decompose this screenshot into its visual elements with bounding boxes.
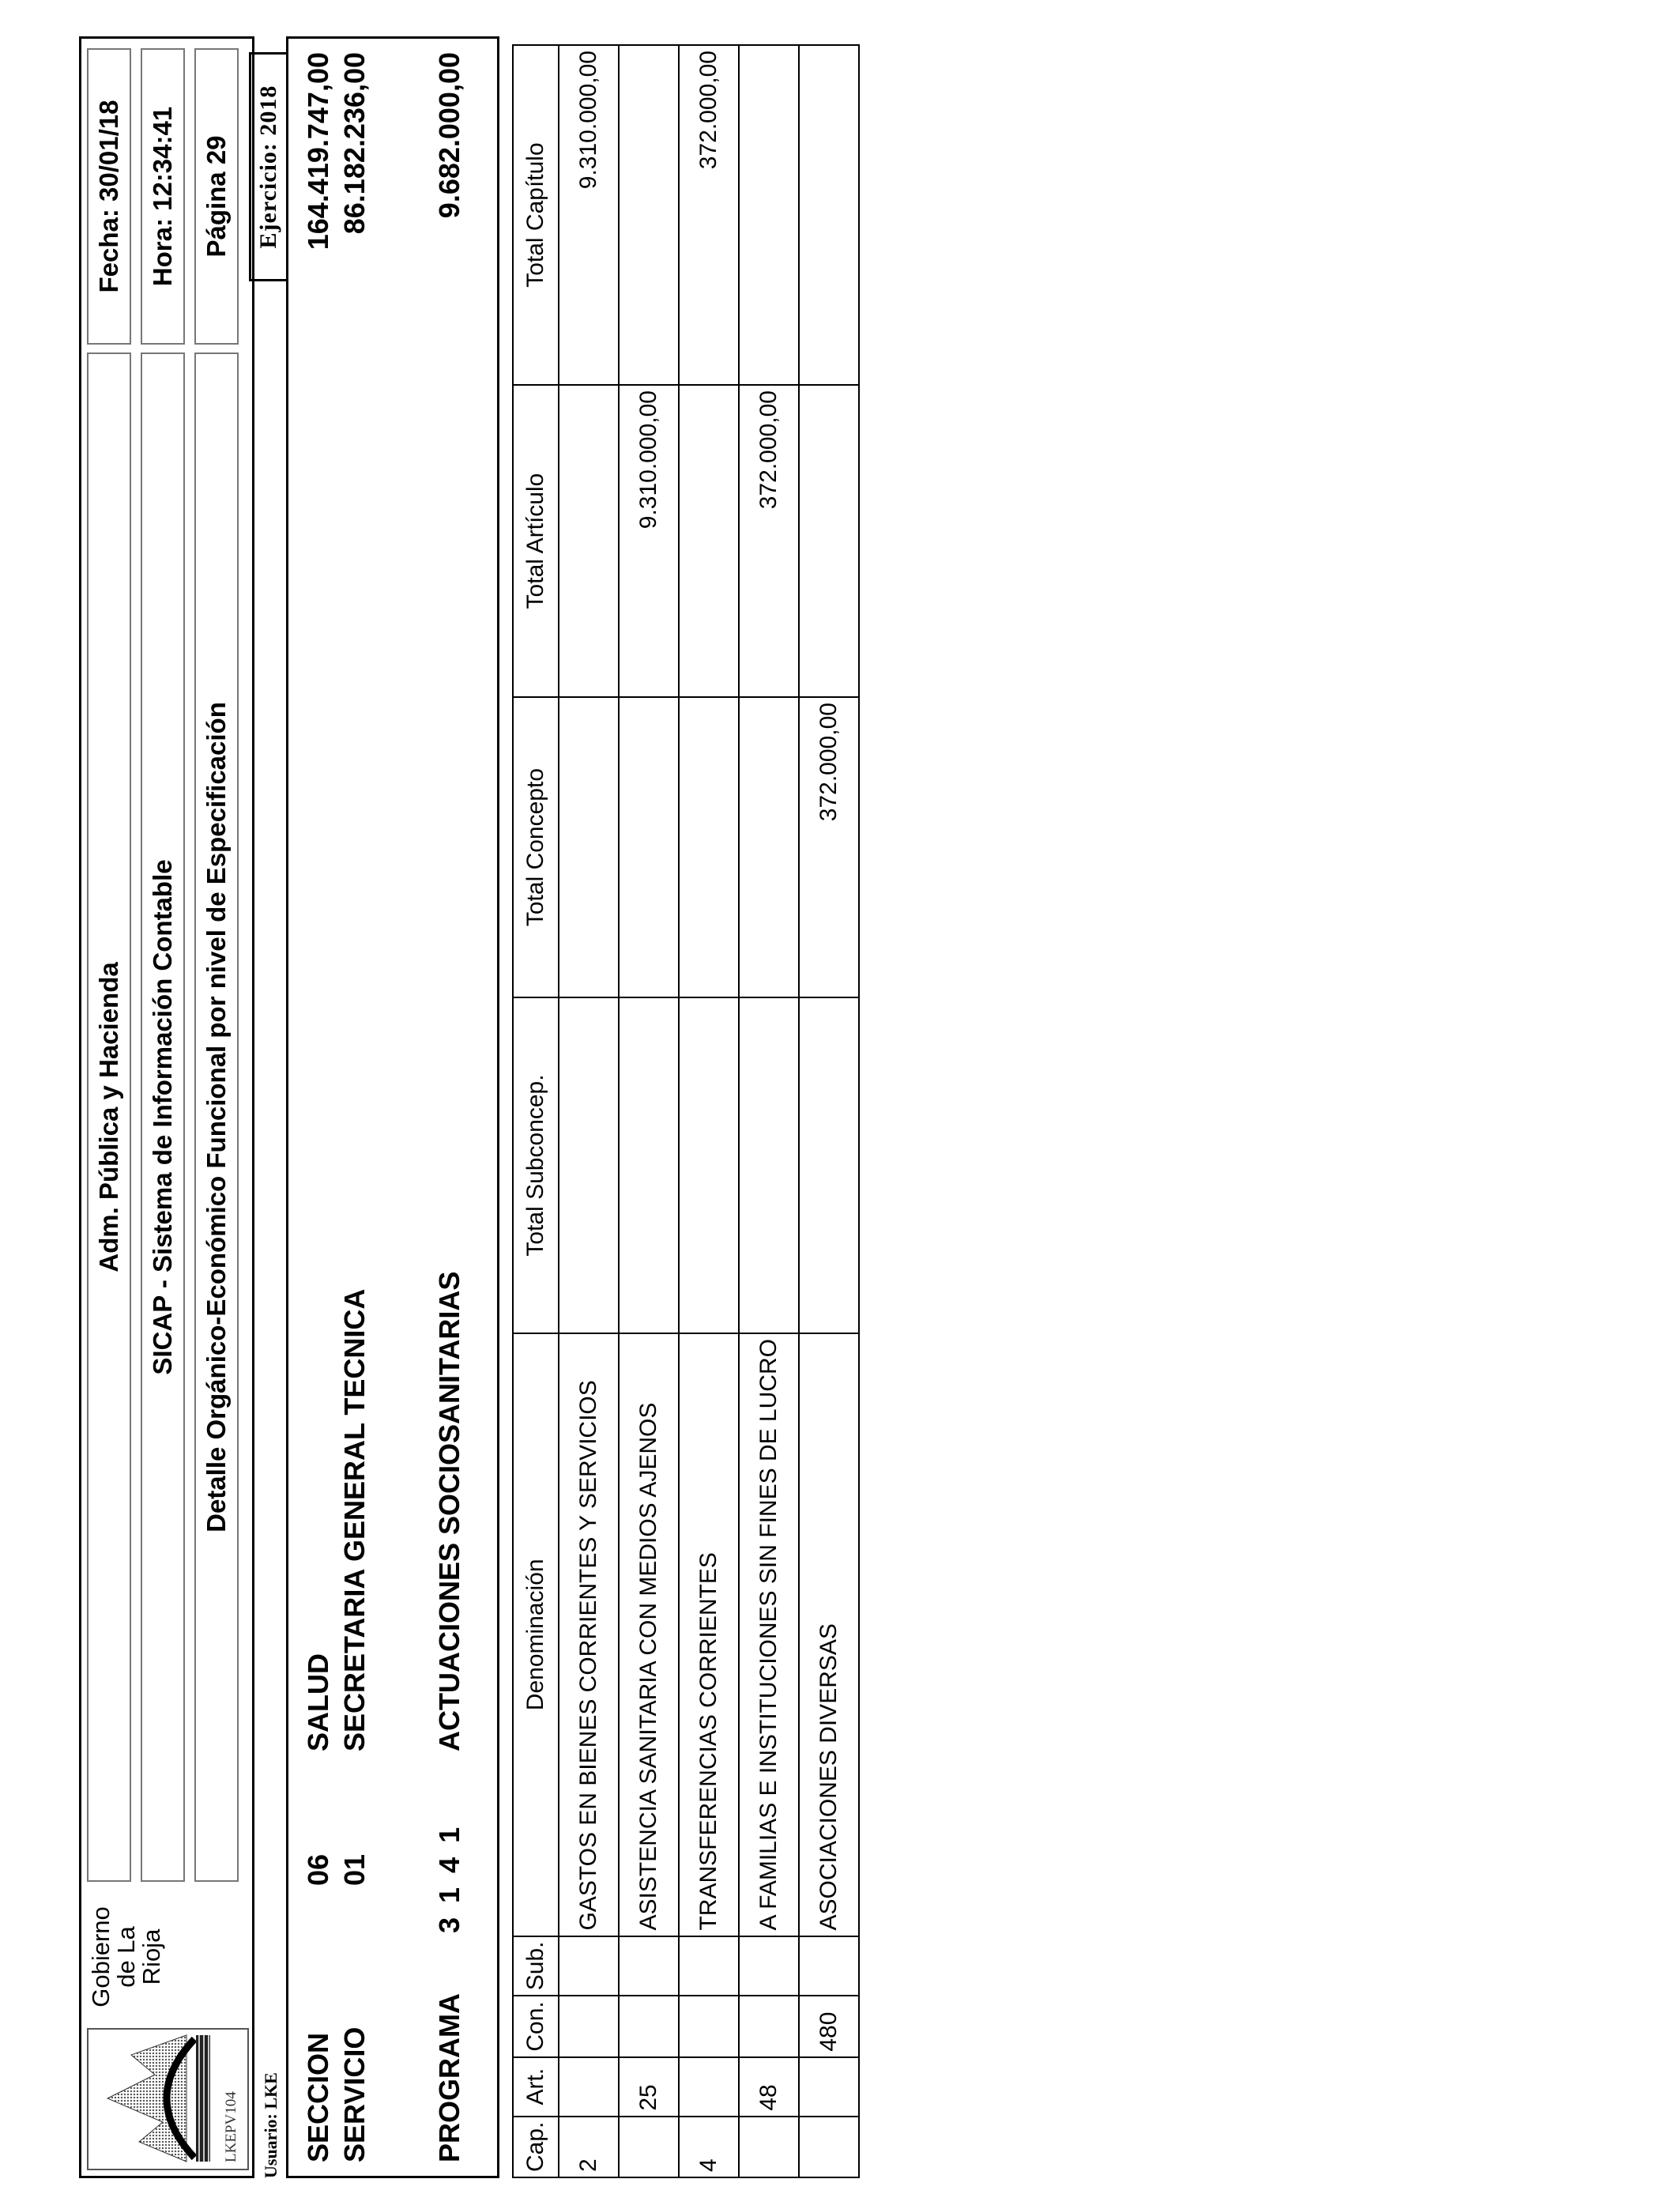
cell-total-concepto [559, 697, 619, 997]
report-time: Hora: 12:34:41 [141, 48, 185, 345]
table-row [559, 45, 619, 2177]
cell-total-capitulo [619, 45, 679, 385]
cell-art [679, 2057, 739, 2117]
header-title-3: Detalle Orgánico-Económico Funcional por nivel de Especificación [194, 352, 239, 1882]
programa-amount: 9.682.000,00 [433, 52, 465, 219]
cell-total-articulo [679, 385, 739, 697]
seccion-label: SECCION [302, 2032, 334, 2162]
logo-cell [87, 2028, 249, 2170]
cell-total-concepto [679, 697, 739, 997]
cell-total-concepto [619, 697, 679, 997]
cell-total-capitulo: 372.000,00 [679, 45, 739, 385]
cell-con [619, 1996, 679, 2056]
col-total-subconcepto-header: Total Subconcep. [513, 997, 559, 1333]
cell-total-concepto: 372.000,00 [799, 697, 859, 997]
cell-total-capitulo [739, 45, 799, 385]
cell-sub [679, 1936, 739, 1996]
cell-sub [799, 1936, 859, 1996]
table-row [739, 45, 799, 2177]
cell-total-articulo: 372.000,00 [739, 385, 799, 697]
budget-detail-table [512, 44, 860, 2178]
cell-total-concepto [739, 697, 799, 997]
col-con-header: Con. [513, 1996, 559, 2056]
cell-con [559, 1996, 619, 2056]
col-total-capitulo-header: Total Capítulo [513, 45, 559, 385]
servicio-label: SERVICIO [338, 2026, 371, 2162]
cell-denominacion: TRANSFERENCIAS CORRIENTES [679, 1333, 739, 1936]
cell-con [679, 1996, 739, 2056]
government-logo-icon [92, 2031, 226, 2166]
servicio-name: SECRETARIA GENERAL TECNICA [338, 1288, 371, 1751]
cell-total-subconcepto [619, 997, 679, 1333]
cell-art: 48 [739, 2057, 799, 2117]
cell-cap [739, 2117, 799, 2177]
cell-denominacion: ASISTENCIA SANITARIA CON MEDIOS AJENOS [619, 1333, 679, 1936]
seccion-code: 06 [302, 1853, 334, 1886]
table-row [619, 45, 679, 2177]
header-title-2: SICAP - Sistema de Información Contable [141, 352, 185, 1882]
col-total-articulo-header: Total Artículo [513, 385, 559, 697]
col-cap-header: Cap. [513, 2117, 559, 2177]
programa-code: 3 1 4 1 [433, 1823, 465, 1933]
cell-cap: 2 [559, 2117, 619, 2177]
programa-label: PROGRAMA [433, 1993, 465, 2162]
cell-cap [619, 2117, 679, 2177]
cell-total-subconcepto [739, 997, 799, 1333]
col-art-header: Art. [513, 2057, 559, 2117]
cell-denominacion: A FAMILIAS E INSTITUCIONES SIN FINES DE LUCRO [739, 1333, 799, 1936]
col-denominacion-header: Denominación [513, 1333, 559, 1936]
servicio-code: 01 [338, 1853, 371, 1886]
cell-denominacion: ASOCIACIONES DIVERSAS [799, 1333, 859, 1936]
cell-total-articulo [559, 385, 619, 697]
cell-art [559, 2057, 619, 2117]
cell-total-capitulo [799, 45, 859, 385]
servicio-amount: 86.182.236,00 [338, 52, 371, 235]
cell-sub [619, 1936, 679, 1996]
seccion-amount: 164.419.747,00 [302, 52, 334, 251]
cell-total-articulo [799, 385, 859, 697]
organization-name [89, 1890, 164, 2024]
header-title-1: Adm. Pública y Hacienda [87, 352, 131, 1882]
org-line-1: Gobierno [87, 1906, 115, 2007]
cell-cap: 4 [679, 2117, 739, 2177]
cell-art: 25 [619, 2057, 679, 2117]
seccion-name: SALUD [302, 1653, 334, 1751]
user-label: Usuario: LKE [261, 2072, 281, 2178]
cell-total-subconcepto [799, 997, 859, 1333]
table-row [799, 45, 859, 2177]
cell-con: 480 [799, 1996, 859, 2056]
programa-name: ACTUACIONES SOCIOSANITARIAS [433, 1271, 465, 1751]
cell-total-subconcepto [679, 997, 739, 1333]
cell-con [739, 1996, 799, 2056]
cell-sub [559, 1936, 619, 1996]
cell-total-articulo: 9.310.000,00 [619, 385, 679, 697]
report-page-number: Página 29 [194, 48, 239, 345]
report-date: Fecha: 30/01/18 [87, 48, 131, 345]
cell-art [799, 2057, 859, 2117]
fiscal-year-badge: Ejercicio: 2018 [249, 52, 288, 281]
org-line-3: Rioja [137, 1928, 165, 1985]
org-line-2: de La [112, 1926, 140, 1988]
report-code: LKEPV104 [223, 2091, 239, 2162]
table-row [679, 45, 739, 2177]
cell-total-capitulo: 9.310.000,00 [559, 45, 619, 385]
cell-cap [799, 2117, 859, 2177]
table-header-row [513, 45, 559, 2177]
col-total-concepto-header: Total Concepto [513, 697, 559, 997]
cell-sub [739, 1936, 799, 1996]
cell-denominacion: GASTOS EN BIENES CORRIENTES Y SERVICIOS [559, 1333, 619, 1936]
cell-total-subconcepto [559, 997, 619, 1333]
col-sub-header: Sub. [513, 1936, 559, 1996]
